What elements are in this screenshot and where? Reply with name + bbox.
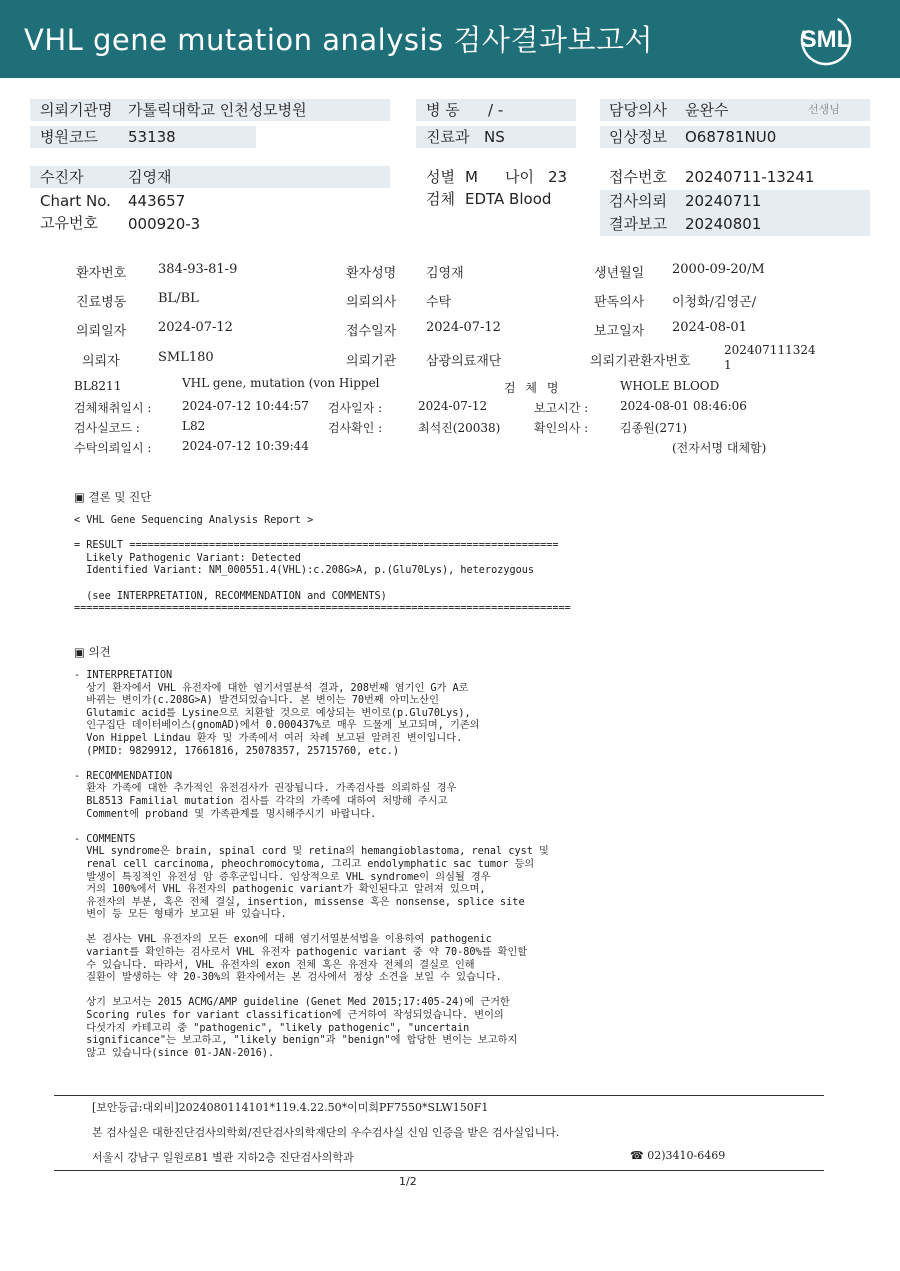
ward-label: 병 동 (426, 101, 460, 119)
detail-value: 202407111324 (724, 343, 816, 357)
doctor-value: 윤완수 (685, 101, 729, 119)
specimen-name-label: 검 체 명 (504, 381, 559, 395)
detail-value: 1 (724, 358, 732, 372)
testdate-value: 2024-07-12 (418, 399, 488, 413)
hospital-code-label: 병원코드 (40, 128, 98, 146)
dept-value: NS (484, 128, 505, 146)
detail-value: 2000-09-20/M (672, 262, 765, 277)
sml-logo-icon (796, 12, 856, 68)
test-name: VHL gene, mutation (von Hippel (182, 376, 380, 390)
clinical-value: O68781NU0 (685, 128, 777, 146)
detail-value: 삼광의료재단 (426, 354, 502, 369)
hospital-code-value: 53138 (128, 128, 176, 146)
footer-divider-top (54, 1095, 824, 1096)
age-value: 23 (548, 168, 568, 186)
receipt-value: 20240711-13241 (685, 168, 815, 186)
reporttime-value: 2024-08-01 08:46:06 (620, 399, 747, 413)
detail-label: 환자번호 (76, 266, 127, 281)
opinion-text: - INTERPRETATION 상기 환자에서 VHL 유전자에 대한 염기서열분석 결과, 208번째 염기인 G가 A로 바뀌는 변이가(c.208G>A) 발견되었습니다. 본 변이는 70번째 아미노산인 Glutamic acid를 Lysine으로 치환할 것으로 예상되는 변이로(p.Glu70Lys), 인구집단 데이터베이스(gnomAD)에서 0.000437%로 매우 드물게 보고되며, 기존의 Von Hippel Lindau 환자 및 가족에서 여러 차례 보고된 알려진 변이입니다. (PMID: 9829912, 17661816, 25078357, 25715760, etc.) - RECOMMENDATION 환자 가족에 대한 추가적인 유전검사가 권장됩니다. 가족검사를 의뢰하실 경우 BL8513 Familial mutation 검사를 각각의 가족에 대하여 처방해 주시고 Comment에 proband 및 가족관계를 명시해주시기 바랍니다. - COMMENTS VHL syndrome은 brain, spinal cord 및 retina의 hemangioblastoma, renal cyst 및 renal cell carcinoma, pheochromocytoma, 그리고 endolymphatic sac tumor 등의 발생이 특징적인 유전성 암 증후군입니다. 임상적으로 VHL syndrome이 의심될 경우 거의 100%에서 VHL 유전자의 pathogenic variant가 확인된다고 알려져 있으며, 유전자의 부분, 혹은 전체 결실, insertion, missense 혹은 nonsense, splice site 변이 등 모든 형태가 보고된 바 있습니다. 본 검사는 VHL 유전자의 모든 exon에 대해 염기서열분석법을 이용하여 pathogenic variant를 확인하는 검사로서 VHL 유전자 pathogenic variant 중 약 70-80%를 확인할 수 있습니다. 따라서, VHL 유전자의 exon 전체 혹은 유전자 전체의 결실로 인해 질환이 발생하는 약 20-30%의 환자에서는 본 검사에서 정상 소견을 보일 수 있습니다. 상기 보고서는 2015 ACMG/AMP guideline (Genet Med 2015;17:405-24)에 근거한 Scoring rules for variant classification에 근거하여 작성되었습니다. 변이의 다섯가지 카테고리 중 "pathogenic", "likely pathogenic", "uncertain significance"는 보고하고, "likely benign"과 "benign"에 합당한 변이는 보고하지 않고 있습니다(since 01-JAN-2016). (74, 670, 549, 1059)
page-number: 1/2 (399, 1175, 417, 1188)
specimen-name-value: WHOLE BLOOD (620, 379, 720, 393)
detail-value: 2024-07-12 (158, 320, 233, 335)
test-code: BL8211 (74, 379, 122, 393)
receipt-label: 접수번호 (609, 168, 667, 186)
conclusion-text: < VHL Gene Sequencing Analysis Report > = RESULT ====================================================================== Likely Pathogenic Variant: Detected Identified Variant: NM_000551.4(VHL):c.208G>A, p.(Glu70Lys), heterozygous (see INTERPRETATION, RECOMMENDATION and COMMENTS) ================================================================================= (74, 515, 571, 615)
detail-value: 이청화/김영곤/ (672, 295, 757, 310)
ward-value: / - (488, 101, 504, 119)
detail-value: 384-93-81-9 (158, 262, 238, 277)
detail-value: 수탁 (426, 295, 452, 310)
report-header (0, 0, 900, 78)
confirm-label: 검사확인 : (328, 421, 383, 435)
collect-value: 2024-07-12 10:44:57 (182, 399, 309, 413)
sex-value: M (465, 168, 478, 186)
report-label: 결과보고 (609, 215, 667, 233)
patient-box (30, 166, 390, 188)
patient-value: 김영재 (128, 168, 172, 186)
doctor-label: 담당의사 (609, 101, 667, 119)
room-label: 검사실코드 : (74, 421, 140, 435)
detail-value: 2024-08-01 (672, 320, 747, 335)
chart-label: Chart No. (40, 192, 111, 210)
patient-label: 수진자 (40, 168, 84, 186)
detail-label: 의뢰기관환자번호 (590, 354, 691, 369)
certification-line: 본 검사실은 대한진단검사의학회/진단검사의학재단의 우수검사실 신임 인증을 받은 검사실입니다. (92, 1126, 560, 1139)
collect-label: 검체채취일시 : (74, 401, 152, 415)
sex-label: 성별 (426, 168, 455, 186)
detail-label: 의뢰일자 (76, 324, 127, 339)
address-line: 서울시 강남구 일원로81 별관 지하2층 진단검사의학과 (92, 1151, 354, 1164)
uid-label: 고유번호 (40, 214, 98, 232)
md-label: 확인의사 : (534, 421, 589, 435)
testdate-label: 검사일자 : (328, 401, 383, 415)
detail-label: 환자성명 (346, 266, 397, 281)
contract-label: 수탁의뢰일시 : (74, 441, 152, 455)
detail-value: BL/BL (158, 291, 199, 306)
report-value: 20240801 (685, 215, 762, 233)
detail-label: 의뢰자 (82, 354, 120, 369)
esign-note: (전자서명 대체함) (672, 441, 767, 455)
detail-label: 의뢰기관 (346, 354, 397, 369)
request-label: 검사의뢰 (609, 192, 667, 210)
report-title: VHL gene mutation analysis 검사결과보고서 (24, 23, 653, 57)
confirm-value: 최석진(20038) (418, 421, 501, 435)
detail-label: 의뢰의사 (346, 295, 397, 310)
footer-divider-bottom (54, 1170, 824, 1171)
request-value: 20240711 (685, 192, 762, 210)
chart-value: 443657 (128, 192, 186, 210)
security-line: [보안등급:대외비]2024080114101*119.4.22.50*이미희PF7550*SLW150F1 (92, 1101, 489, 1114)
contract-value: 2024-07-12 10:39:44 (182, 439, 309, 453)
detail-value: 김영재 (426, 266, 464, 281)
specimen-value: EDTA Blood (465, 190, 552, 208)
conclusion-heading: ▣ 결론 및 진단 (74, 490, 152, 504)
specimen-label: 검체 (426, 190, 455, 208)
dept-label: 진료과 (426, 128, 470, 146)
detail-value: 2024-07-12 (426, 320, 501, 335)
detail-label: 접수일자 (346, 324, 397, 339)
detail-label: 보고일자 (594, 324, 645, 339)
md-value: 김종원(271) (620, 421, 688, 435)
reporttime-label: 보고시간 : (534, 401, 589, 415)
doctor-suffix: 선생님 (808, 103, 840, 116)
institution-value: 가톨릭대학교 인천성모병원 (128, 101, 307, 119)
clinical-label: 임상정보 (609, 128, 667, 146)
institution-label: 의뢰기관명 (40, 101, 113, 119)
detail-label: 생년월일 (594, 266, 645, 281)
age-label: 나이 (505, 168, 534, 186)
room-value: L82 (182, 419, 206, 433)
detail-value: SML180 (158, 350, 214, 365)
logo-text: SML (800, 26, 852, 53)
detail-label: 진료병동 (76, 295, 127, 310)
uid-value: 000920-3 (128, 215, 201, 233)
opinion-heading: ▣ 의견 (74, 645, 111, 659)
detail-label: 판독의사 (594, 295, 645, 310)
phone-line: ☎ 02)3410-6469 (630, 1149, 726, 1162)
